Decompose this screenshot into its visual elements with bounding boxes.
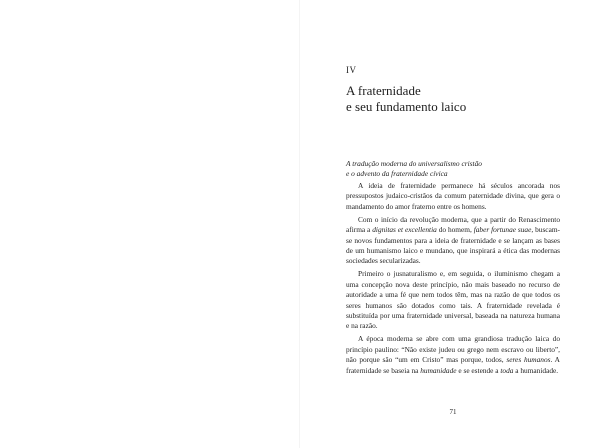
paragraph-4-emphasis: toda	[500, 365, 514, 375]
paragraph-4-text: a humanidade.	[513, 365, 559, 375]
paragraph-2-text: , buscam-se novos fundamentos para a ideia de fraternidade e se lançam as bases de um humanismo laico e mundano, que inspirará a ética das modernas sociedades secularizadas.	[346, 225, 560, 266]
paragraph-4-text: e se estende a	[456, 365, 501, 375]
chapter-title-line-2: e seu fundamento laico	[346, 99, 467, 114]
paragraph-4-emphasis: seres humanos	[506, 355, 551, 365]
paragraph-2-emphasis: faber fortunae suae	[473, 225, 532, 235]
chapter-title	[346, 83, 466, 115]
paragraph-4-text: A época moderna se abre com uma grandiosa tradução laica do princípio paulino: “Não existe judeu ou grego nem escravo ou liberto”, não porque são “um em Cristo” mas porque, todos,	[346, 334, 560, 365]
chapter-title-line-1: A fraternidade	[346, 83, 421, 98]
paragraph-2-text: Com o início da revolução moderna, que a partir do Renascimento afirma a	[346, 214, 560, 235]
section-heading	[346, 159, 560, 179]
paragraph-3: Primeiro o jusnaturalismo e, em seguida, o iluminismo chegam a uma concepção nova deste princípio, não mais baseado no recurso de autoridade a uma fé que nem todos têm, mas na razão de que todos os seres humanos são dotados como tais. A fraternidade revelada é substituída por uma fraternidade universal, baseada na natureza humana e na razão.	[346, 269, 560, 331]
paragraph-4-emphasis: humanidade	[420, 365, 457, 375]
paragraph-2-text: do homem,	[436, 225, 474, 235]
section-heading-line-2: e o advento da fraternidade cívica	[346, 168, 448, 178]
paragraph-4-text: . A fraternidade se baseia na	[346, 355, 560, 375]
paragraph-2	[346, 215, 560, 267]
paragraph-2-emphasis: dignitas et excellentia	[372, 225, 437, 235]
paragraph-1: A ideia de fraternidade permanece há séculos ancorada nos pressupostos judaico-cristãos da comum paternidade divina, que gera o mandamento do amor fraterno entre os homens.	[346, 181, 560, 211]
page-gutter	[299, 0, 300, 448]
section-heading-line-1: A tradução moderna do universalismo cristão	[346, 159, 482, 168]
body-text	[346, 181, 560, 379]
page-number: 71	[449, 408, 457, 416]
paragraph-4	[346, 334, 560, 376]
chapter-number: IV	[346, 65, 357, 75]
